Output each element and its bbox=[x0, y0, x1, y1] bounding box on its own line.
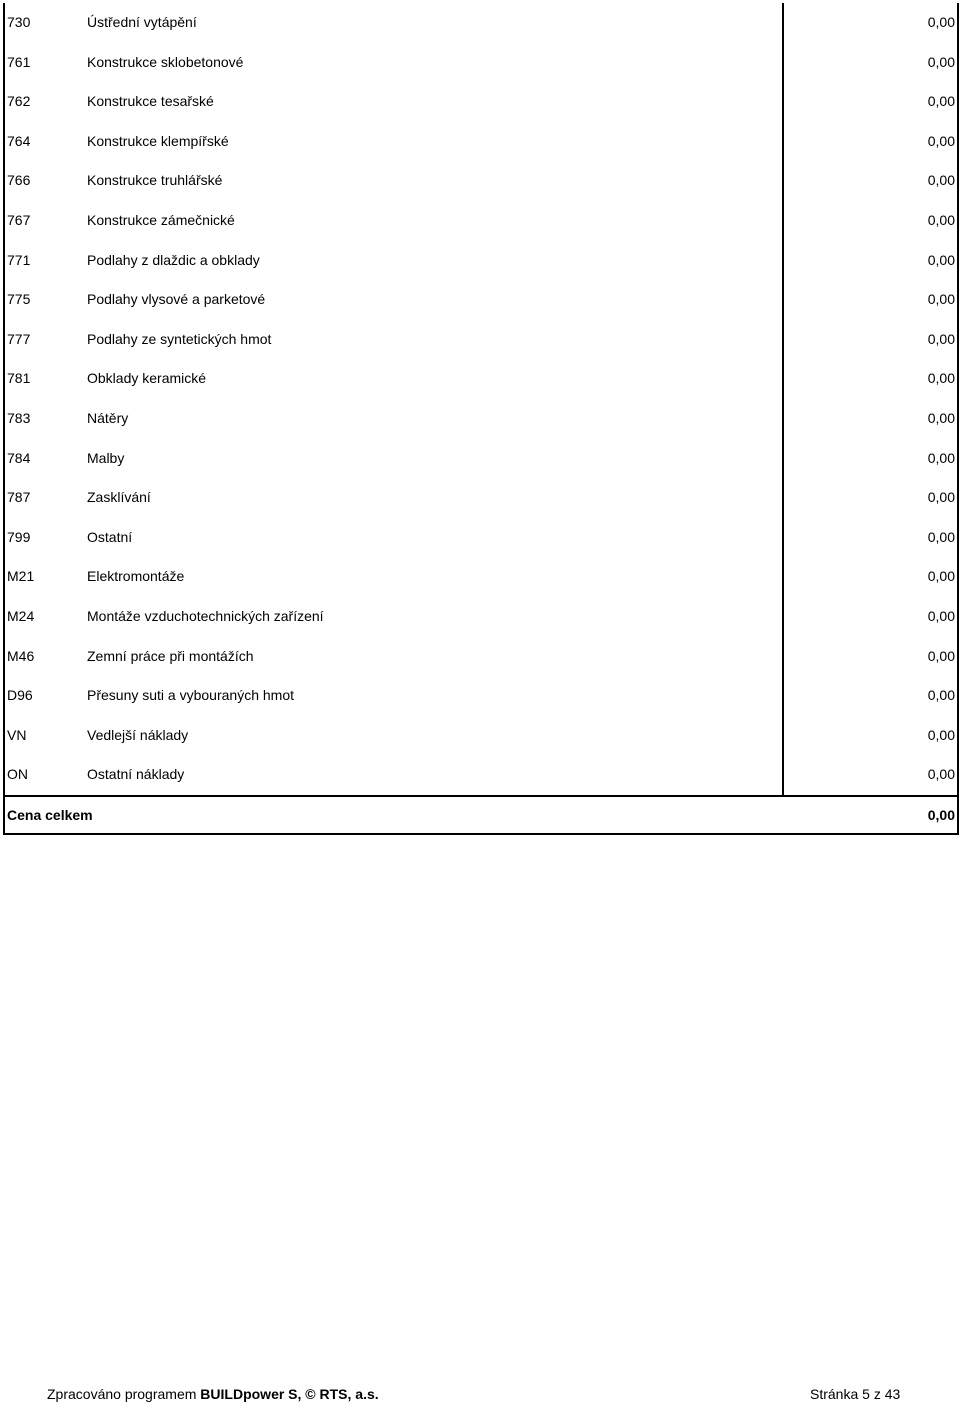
table-row bbox=[3, 201, 959, 241]
row-value: 0,00 bbox=[927, 251, 955, 268]
row-name: Ústřední vytápění bbox=[87, 14, 197, 30]
row-name: Přesuny suti a vybouraných hmot bbox=[87, 687, 294, 704]
row-code: 777 bbox=[7, 330, 31, 347]
footer-copyright: © RTS, a.s. bbox=[301, 1386, 379, 1402]
row-value: 0,00 bbox=[927, 489, 955, 506]
column-divider bbox=[782, 320, 784, 360]
footer-program-info bbox=[47, 1386, 379, 1402]
row-code: 762 bbox=[7, 93, 31, 110]
column-divider bbox=[782, 755, 784, 795]
table-row bbox=[3, 82, 959, 122]
table-row bbox=[3, 755, 959, 795]
page-number: Stránka 5 z 43 bbox=[810, 1386, 901, 1402]
row-name: Podlahy vlysové a parketové bbox=[87, 291, 266, 308]
column-divider bbox=[782, 518, 784, 558]
table-row bbox=[3, 161, 959, 201]
row-value: 0,00 bbox=[927, 449, 955, 466]
row-code: 781 bbox=[7, 370, 31, 387]
row-code: M46 bbox=[7, 647, 35, 664]
total-row bbox=[3, 795, 959, 835]
row-value: 0,00 bbox=[927, 93, 955, 110]
row-name: Podlahy ze syntetických hmot bbox=[87, 330, 272, 347]
row-name: Konstrukce tesařské bbox=[87, 93, 214, 110]
table-row bbox=[3, 439, 959, 479]
row-name: Konstrukce sklobetonové bbox=[87, 53, 244, 70]
row-name: Konstrukce klempířské bbox=[87, 132, 229, 149]
table-row bbox=[3, 399, 959, 439]
row-name: Ostatní bbox=[87, 528, 133, 545]
column-divider bbox=[782, 241, 784, 281]
row-value: 0,00 bbox=[927, 14, 955, 30]
row-name: Obklady keramické bbox=[87, 370, 207, 387]
row-code: 775 bbox=[7, 291, 31, 308]
column-divider bbox=[782, 201, 784, 241]
table-row bbox=[3, 716, 959, 756]
row-value: 0,00 bbox=[927, 370, 955, 387]
row-value: 0,00 bbox=[927, 132, 955, 149]
row-code: 764 bbox=[7, 132, 31, 149]
row-name: Nátěry bbox=[87, 409, 129, 426]
table-row bbox=[3, 122, 959, 162]
row-code: M24 bbox=[7, 607, 35, 624]
row-name: Konstrukce truhlářské bbox=[87, 172, 223, 189]
row-value: 0,00 bbox=[927, 528, 955, 545]
column-divider bbox=[782, 597, 784, 637]
row-name: Elektromontáže bbox=[87, 568, 185, 585]
column-divider bbox=[782, 399, 784, 439]
row-code: 783 bbox=[7, 409, 31, 426]
table-row bbox=[3, 43, 959, 83]
table-body bbox=[3, 3, 959, 795]
column-divider bbox=[782, 637, 784, 677]
table-row bbox=[3, 359, 959, 399]
table-row bbox=[3, 676, 959, 716]
row-value: 0,00 bbox=[927, 172, 955, 189]
total-value: 0,00 bbox=[927, 806, 955, 823]
row-name: Podlahy z dlaždic a obklady bbox=[87, 251, 260, 268]
row-name: Montáže vzduchotechnických zařízení bbox=[87, 607, 324, 624]
column-divider bbox=[782, 161, 784, 201]
row-name: Konstrukce zámečnické bbox=[87, 211, 235, 228]
footer-prefix: Zpracováno programem bbox=[47, 1386, 201, 1402]
row-code: M21 bbox=[7, 568, 35, 585]
row-value: 0,00 bbox=[927, 211, 955, 228]
total-label: Cena celkem bbox=[7, 806, 93, 823]
column-divider bbox=[782, 82, 784, 122]
row-value: 0,00 bbox=[927, 53, 955, 70]
row-value: 0,00 bbox=[927, 726, 955, 743]
row-code: 761 bbox=[7, 53, 31, 70]
column-divider bbox=[782, 439, 784, 479]
column-divider bbox=[782, 3, 784, 43]
row-value: 0,00 bbox=[927, 330, 955, 347]
table-row bbox=[3, 557, 959, 597]
row-code: 767 bbox=[7, 211, 31, 228]
row-value: 0,00 bbox=[927, 607, 955, 624]
column-divider bbox=[782, 122, 784, 162]
row-name: Vedlejší náklady bbox=[87, 726, 189, 743]
table-row bbox=[3, 320, 959, 360]
table-row bbox=[3, 478, 959, 518]
row-code: 771 bbox=[7, 251, 31, 268]
row-code: 784 bbox=[7, 449, 31, 466]
footer-program-name: BUILDpower S, bbox=[200, 1386, 302, 1402]
row-value: 0,00 bbox=[927, 647, 955, 664]
row-code: 766 bbox=[7, 172, 31, 189]
cost-summary-table bbox=[3, 3, 959, 835]
table-row bbox=[3, 597, 959, 637]
row-code: 787 bbox=[7, 489, 31, 506]
row-name: Ostatní náklady bbox=[87, 766, 185, 783]
row-value: 0,00 bbox=[927, 568, 955, 585]
column-divider bbox=[782, 676, 784, 716]
row-name: Malby bbox=[87, 449, 125, 466]
row-code: D96 bbox=[7, 687, 33, 704]
column-divider bbox=[782, 43, 784, 83]
table-row bbox=[3, 3, 959, 43]
row-code: ON bbox=[7, 766, 28, 783]
table-row bbox=[3, 280, 959, 320]
row-value: 0,00 bbox=[927, 766, 955, 783]
row-value: 0,00 bbox=[927, 291, 955, 308]
row-code: 799 bbox=[7, 528, 31, 545]
table-row bbox=[3, 241, 959, 281]
row-code: 730 bbox=[7, 14, 31, 30]
row-value: 0,00 bbox=[927, 409, 955, 426]
row-code: VN bbox=[7, 726, 27, 743]
column-divider bbox=[782, 478, 784, 518]
column-divider bbox=[782, 716, 784, 756]
table-row bbox=[3, 518, 959, 558]
row-name: Zemní práce při montážích bbox=[87, 647, 254, 664]
row-value: 0,00 bbox=[927, 687, 955, 704]
column-divider bbox=[782, 280, 784, 320]
column-divider bbox=[782, 557, 784, 597]
row-name: Zasklívání bbox=[87, 489, 151, 506]
table-row bbox=[3, 637, 959, 677]
column-divider bbox=[782, 359, 784, 399]
